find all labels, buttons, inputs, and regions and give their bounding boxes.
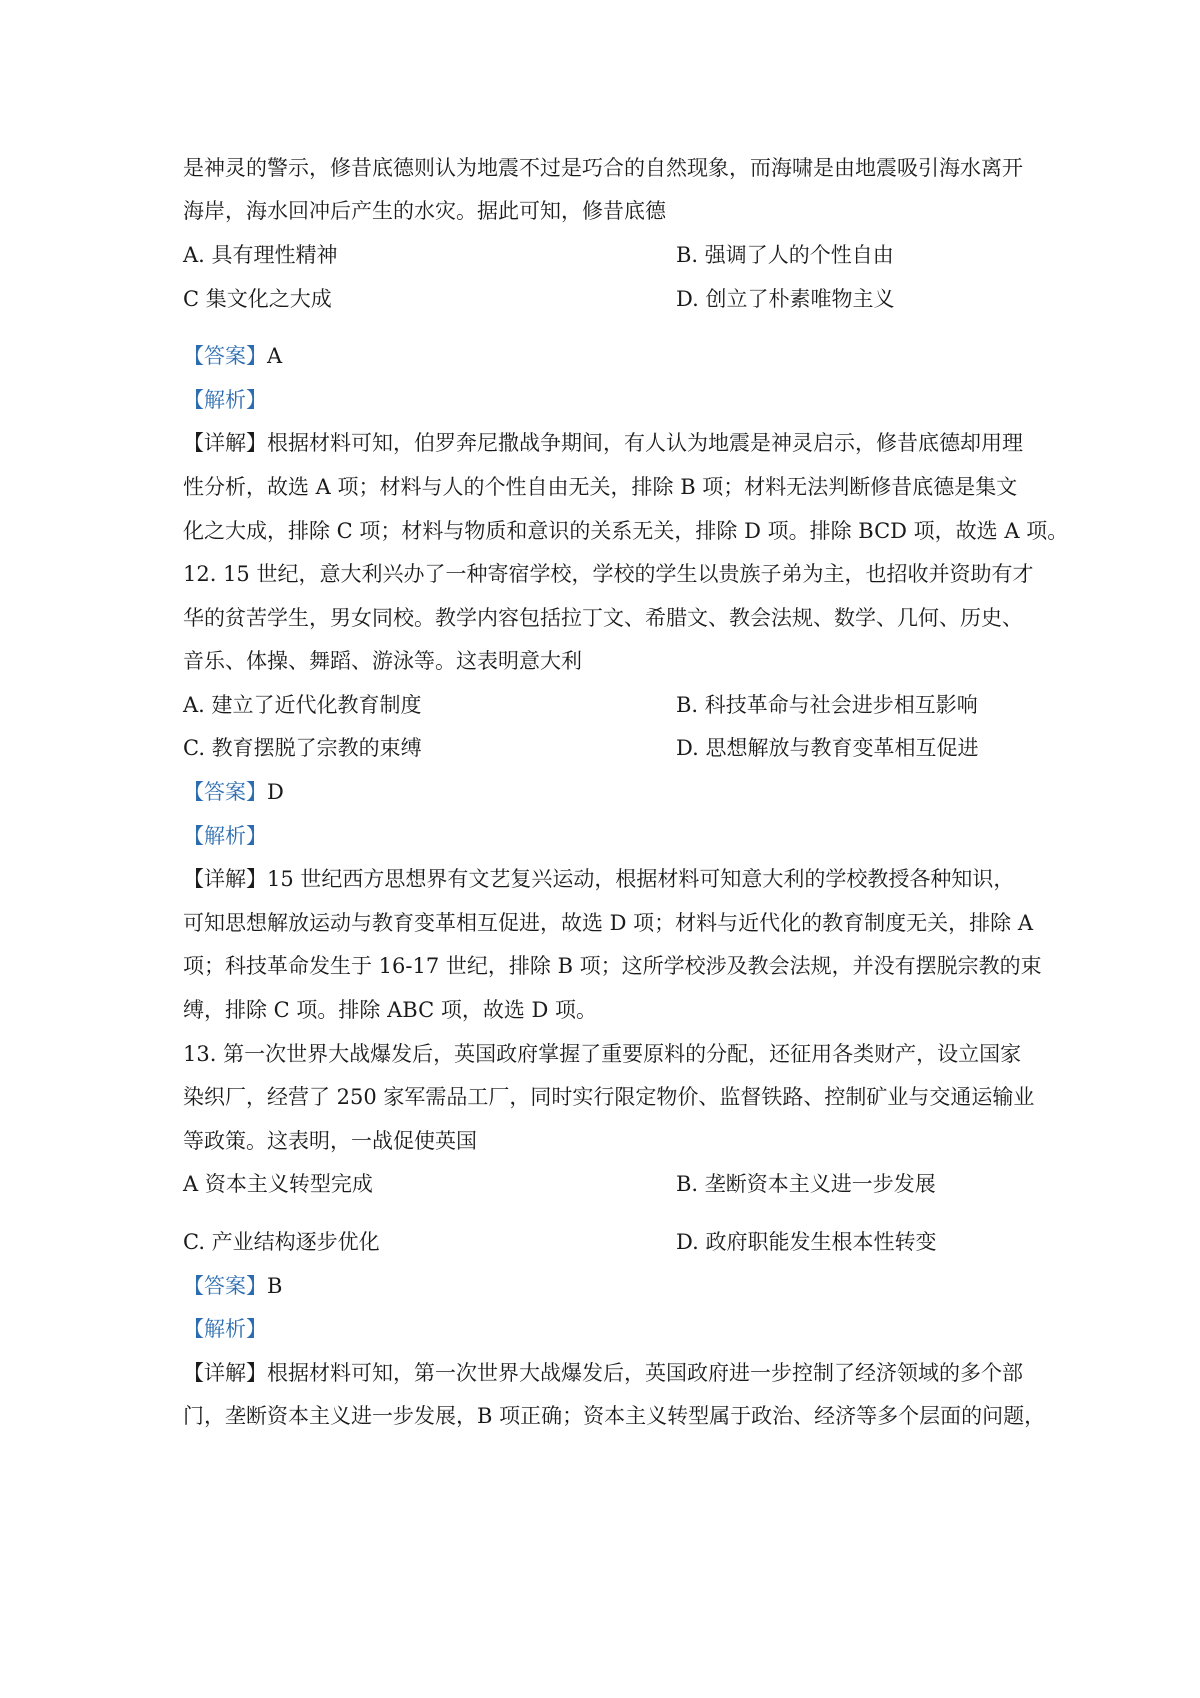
q13-analysis-line — [183, 1314, 1043, 1344]
q12-stem-line-2: 华的贫苦学生，男女同校。教学内容包括拉丁文、希腊文、教会法规、数学、几何、历史、 — [183, 606, 1023, 630]
q12-stem-line-1: 12. 15 世纪，意大利兴办了一种寄宿学校，学校的学生以贵族子弟为主，也招收并资助有才 — [183, 562, 1034, 586]
detail-text: 根据材料可知，第一次世界大战爆发后，英国政府进一步控制了经济领域的多个部 — [267, 1361, 1023, 1385]
detail-text: 根据材料可知，伯罗奔尼撒战争期间，有人认为地震是神灵启示，修昔底德却用理 — [267, 431, 1023, 455]
q12-detail-line-3: 项；科技革命发生于 16-17 世纪，排除 B 项；这所学校涉及教会法规，并没有摆脱宗教的束 — [183, 954, 1042, 978]
q11-analysis-line — [183, 385, 1043, 415]
q11-stem-line-1: 是神灵的警示，修昔底德则认为地震不过是巧合的自然现象，而海啸是由地震吸引海水离开 — [183, 156, 1023, 180]
q13-option-b: B. 垄断资本主义进一步发展 — [676, 1172, 936, 1196]
detail-text: 15 世纪西方思想界有文艺复兴运动，根据材料可知意大利的学校教授各种知识， — [267, 867, 1015, 891]
q11-option-a: A. 具有理性精神 — [183, 243, 338, 267]
answer-tag: 【答案】 — [183, 344, 267, 368]
q13-option-a: A 资本主义转型完成 — [183, 1172, 373, 1196]
analysis-tag: 【解析】 — [183, 824, 267, 848]
q13-stem-line-1: 13. 第一次世界大战爆发后，英国政府掌握了重要原料的分配，还征用各类财产，设立国家 — [183, 1042, 1022, 1066]
detail-tag: 【详解】 — [183, 1361, 267, 1385]
q13-option-d: D. 政府职能发生根本性转变 — [676, 1230, 937, 1254]
q11-detail-line-3: 化之大成，排除 C 项；材料与物质和意识的关系无关，排除 D 项。排除 BCD 项，故选 A 项。 — [183, 519, 1069, 543]
answer-tag: 【答案】 — [183, 1274, 267, 1298]
q11-detail-line-2: 性分析，故选 A 项；材料与人的个性自由无关，排除 B 项；材料无法判断修昔底德是集文 — [183, 475, 1018, 499]
q11-option-c: C 集文化之大成 — [183, 287, 332, 311]
q12-option-d: D. 思想解放与教育变革相互促进 — [676, 736, 979, 760]
q13-stem-line-2: 染织厂，经营了 250 家军需品工厂，同时实行限定物价、监督铁路、控制矿业与交通运输业 — [183, 1085, 1035, 1109]
q11-option-d: D. 创立了朴素唯物主义 — [676, 287, 895, 311]
q12-option-b: B. 科技革命与社会进步相互影响 — [676, 693, 978, 717]
analysis-tag: 【解析】 — [183, 1317, 267, 1341]
q11-answer-line — [183, 341, 1043, 371]
q12-detail-line-1 — [183, 864, 1043, 894]
q13-answer-line — [183, 1271, 1043, 1301]
answer-value: A — [267, 344, 283, 368]
q12-stem-line-3: 音乐、体操、舞蹈、游泳等。这表明意大利 — [183, 649, 582, 673]
q11-detail-line-1 — [183, 428, 1043, 458]
q13-option-c: C. 产业结构逐步优化 — [183, 1230, 380, 1254]
q12-detail-line-4: 缚，排除 C 项。排除 ABC 项，故选 D 项。 — [183, 998, 598, 1022]
detail-tag: 【详解】 — [183, 867, 267, 891]
answer-value: D — [267, 780, 284, 804]
detail-tag: 【详解】 — [183, 431, 267, 455]
q13-detail-line-1 — [183, 1358, 1043, 1388]
answer-value: B — [267, 1274, 283, 1298]
q11-stem-line-2: 海岸，海水回冲后产生的水灾。据此可知，修昔底德 — [183, 199, 666, 223]
q12-answer-line — [183, 777, 1043, 807]
q12-option-a: A. 建立了近代化教育制度 — [183, 693, 422, 717]
q12-option-c: C. 教育摆脱了宗教的束缚 — [183, 736, 422, 760]
q12-analysis-line — [183, 821, 1043, 851]
answer-tag: 【答案】 — [183, 780, 267, 804]
q12-detail-line-2: 可知思想解放运动与教育变革相互促进，故选 D 项；材料与近代化的教育制度无关，排除 A — [183, 911, 1034, 935]
analysis-tag: 【解析】 — [183, 388, 267, 412]
q11-option-b: B. 强调了人的个性自由 — [676, 243, 894, 267]
q13-detail-line-2: 门，垄断资本主义进一步发展，B 项正确；资本主义转型属于政治、经济等多个层面的问题， — [183, 1404, 1046, 1428]
q13-stem-line-3: 等政策。这表明，一战促使英国 — [183, 1129, 477, 1153]
